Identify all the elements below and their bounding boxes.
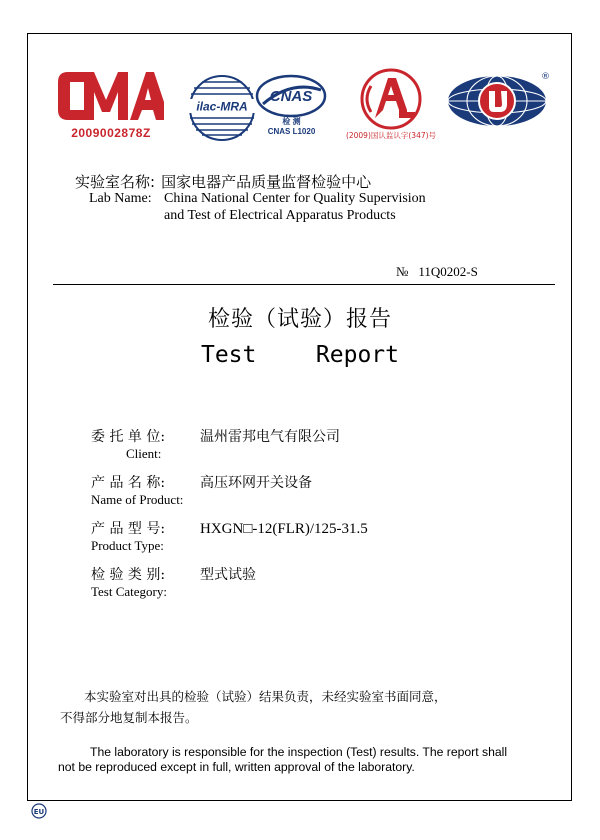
disclaimer-cn-line1: 本实验室对出具的检验（试验）结果负责，未经实验室书面同意，	[84, 689, 447, 704]
report-number-symbol: №	[396, 264, 409, 279]
test-category-label-en: Test Category:	[91, 584, 167, 599]
product-name-field	[91, 472, 312, 492]
product-name-label-en: Name of Product:	[91, 492, 184, 507]
cnas-caption-en: CNAS L1020	[267, 127, 316, 136]
product-type-label-cn: 产 品 型 号:	[91, 521, 166, 537]
client-field	[91, 426, 340, 446]
divider-line	[53, 284, 555, 285]
product-type-value: HXGN□-12(FLR)/125-31.5	[200, 521, 368, 537]
lab-name-en-value-line2: and Test of Electrical Apparatus Products	[164, 208, 396, 223]
cnas-caption	[254, 117, 329, 137]
cma-certificate-id: 2009002878Z	[71, 126, 151, 140]
accreditation-logos	[0, 0, 600, 150]
product-type-field	[91, 518, 368, 538]
disclaimer-en-line1: The laboratory is responsible for the inspection (Test) results. The report shall	[90, 745, 508, 759]
client-label-cn: 委 托 单 位:	[91, 429, 166, 445]
lab-name-cn	[75, 171, 371, 192]
report-title-cn: 检验（试验）报告	[207, 307, 392, 332]
cal-caption: (2009)国认监认字(347)号	[345, 131, 437, 140]
cnas-logo	[255, 74, 327, 118]
disclaimer-en	[58, 745, 558, 775]
cqc-globe-logo	[446, 74, 548, 128]
lab-name-cn-value: 国家电器产品质量监督检验中心	[161, 173, 372, 191]
disclaimer-en-line2: not be reproduced except in full, written approval of the laboratory.	[58, 760, 415, 774]
cal-logo	[355, 68, 427, 130]
report-number	[396, 264, 478, 280]
client-value: 温州雷邦电气有限公司	[200, 429, 340, 445]
lab-name-en	[89, 191, 426, 207]
svg-text:CNAS: CNAS	[269, 88, 313, 105]
test-category-value: 型式试验	[200, 567, 256, 583]
cnas-caption-cn: 检 测	[282, 117, 301, 126]
report-number-value: 11Q0202-S	[418, 264, 478, 279]
client-label-en: Client:	[126, 446, 162, 461]
product-type-label-en: Product Type:	[91, 538, 164, 553]
lab-name-en-value-line1: China National Center for Quality Supervision	[164, 191, 426, 206]
product-name-value: 高压环网开关设备	[200, 475, 312, 491]
svg-text:ilac-MRA: ilac-MRA	[196, 99, 248, 114]
test-category-label-cn: 检 验 类 别:	[91, 567, 166, 583]
lab-name-cn-label: 实验室名称:	[75, 173, 156, 191]
disclaimer-cn	[60, 686, 550, 728]
disclaimer-cn-line2: 不得部分地复制本报告。	[60, 710, 198, 725]
lab-name-en-label: Lab Name:	[89, 191, 152, 206]
report-title-en: Test Report	[200, 342, 399, 368]
eu-footer-logo	[31, 803, 47, 819]
registered-mark: ®	[541, 72, 550, 82]
cma-logo	[54, 66, 166, 126]
svg-text:EU: EU	[33, 808, 45, 816]
test-category-field	[91, 564, 256, 584]
product-name-label-cn: 产 品 名 称:	[91, 475, 166, 491]
ilac-mra-logo	[183, 74, 261, 142]
